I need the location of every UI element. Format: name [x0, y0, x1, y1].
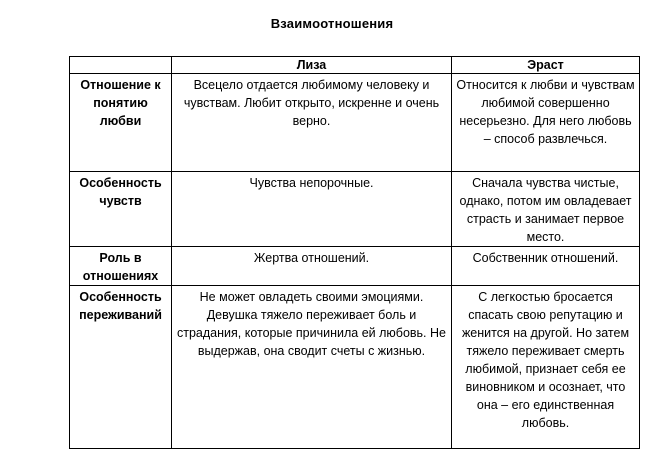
cell-liza-feelings: Чувства непорочные.: [172, 172, 452, 247]
table-row: [70, 74, 640, 172]
cell-liza-role: Жертва отношений.: [172, 247, 452, 286]
row-label-experiences: Особенность переживаний: [70, 286, 172, 449]
cell-liza-love-concept: Всецело отдается любимому человеку и чувствам. Любит открыто, искренне и очень верно.: [172, 74, 452, 172]
cell-erast-feelings: Сначала чувства чистые, однако, потом им овладевает страсть и занимает первое место.: [452, 172, 640, 247]
relationships-table: [69, 56, 640, 449]
cell-erast-role: Собственник отношений.: [452, 247, 640, 286]
cell-liza-experiences: Не может овладеть своими эмоциями. Девушка тяжело переживает боль и страдания, которые причинила ей любовь. Не выдержав, она сводит счеты с жизнью.: [172, 286, 452, 449]
cell-erast-experiences: С легкостью бросается спасать свою репутацию и женится на другой. Но затем тяжело переживает смерть любимой, признает себя ее виновником и осознает, что она – его единственная любовь.: [452, 286, 640, 449]
table-row: [70, 172, 640, 247]
table-row: [70, 286, 640, 449]
header-erast: Эраст: [452, 57, 640, 74]
document-title: Взаимоотношения: [270, 16, 394, 31]
header-empty: [70, 57, 172, 74]
table-row: [70, 247, 640, 286]
cell-erast-love-concept: Относится к любви и чувствам любимой совершенно несерьезно. Для него любовь – способ развлечься.: [452, 74, 640, 172]
header-liza: Лиза: [172, 57, 452, 74]
row-label-love-concept: Отношение к понятию любви: [70, 74, 172, 172]
row-label-feelings: Особенность чувств: [70, 172, 172, 247]
row-label-role: Роль в отношениях: [70, 247, 172, 286]
table-header-row: [70, 57, 640, 74]
